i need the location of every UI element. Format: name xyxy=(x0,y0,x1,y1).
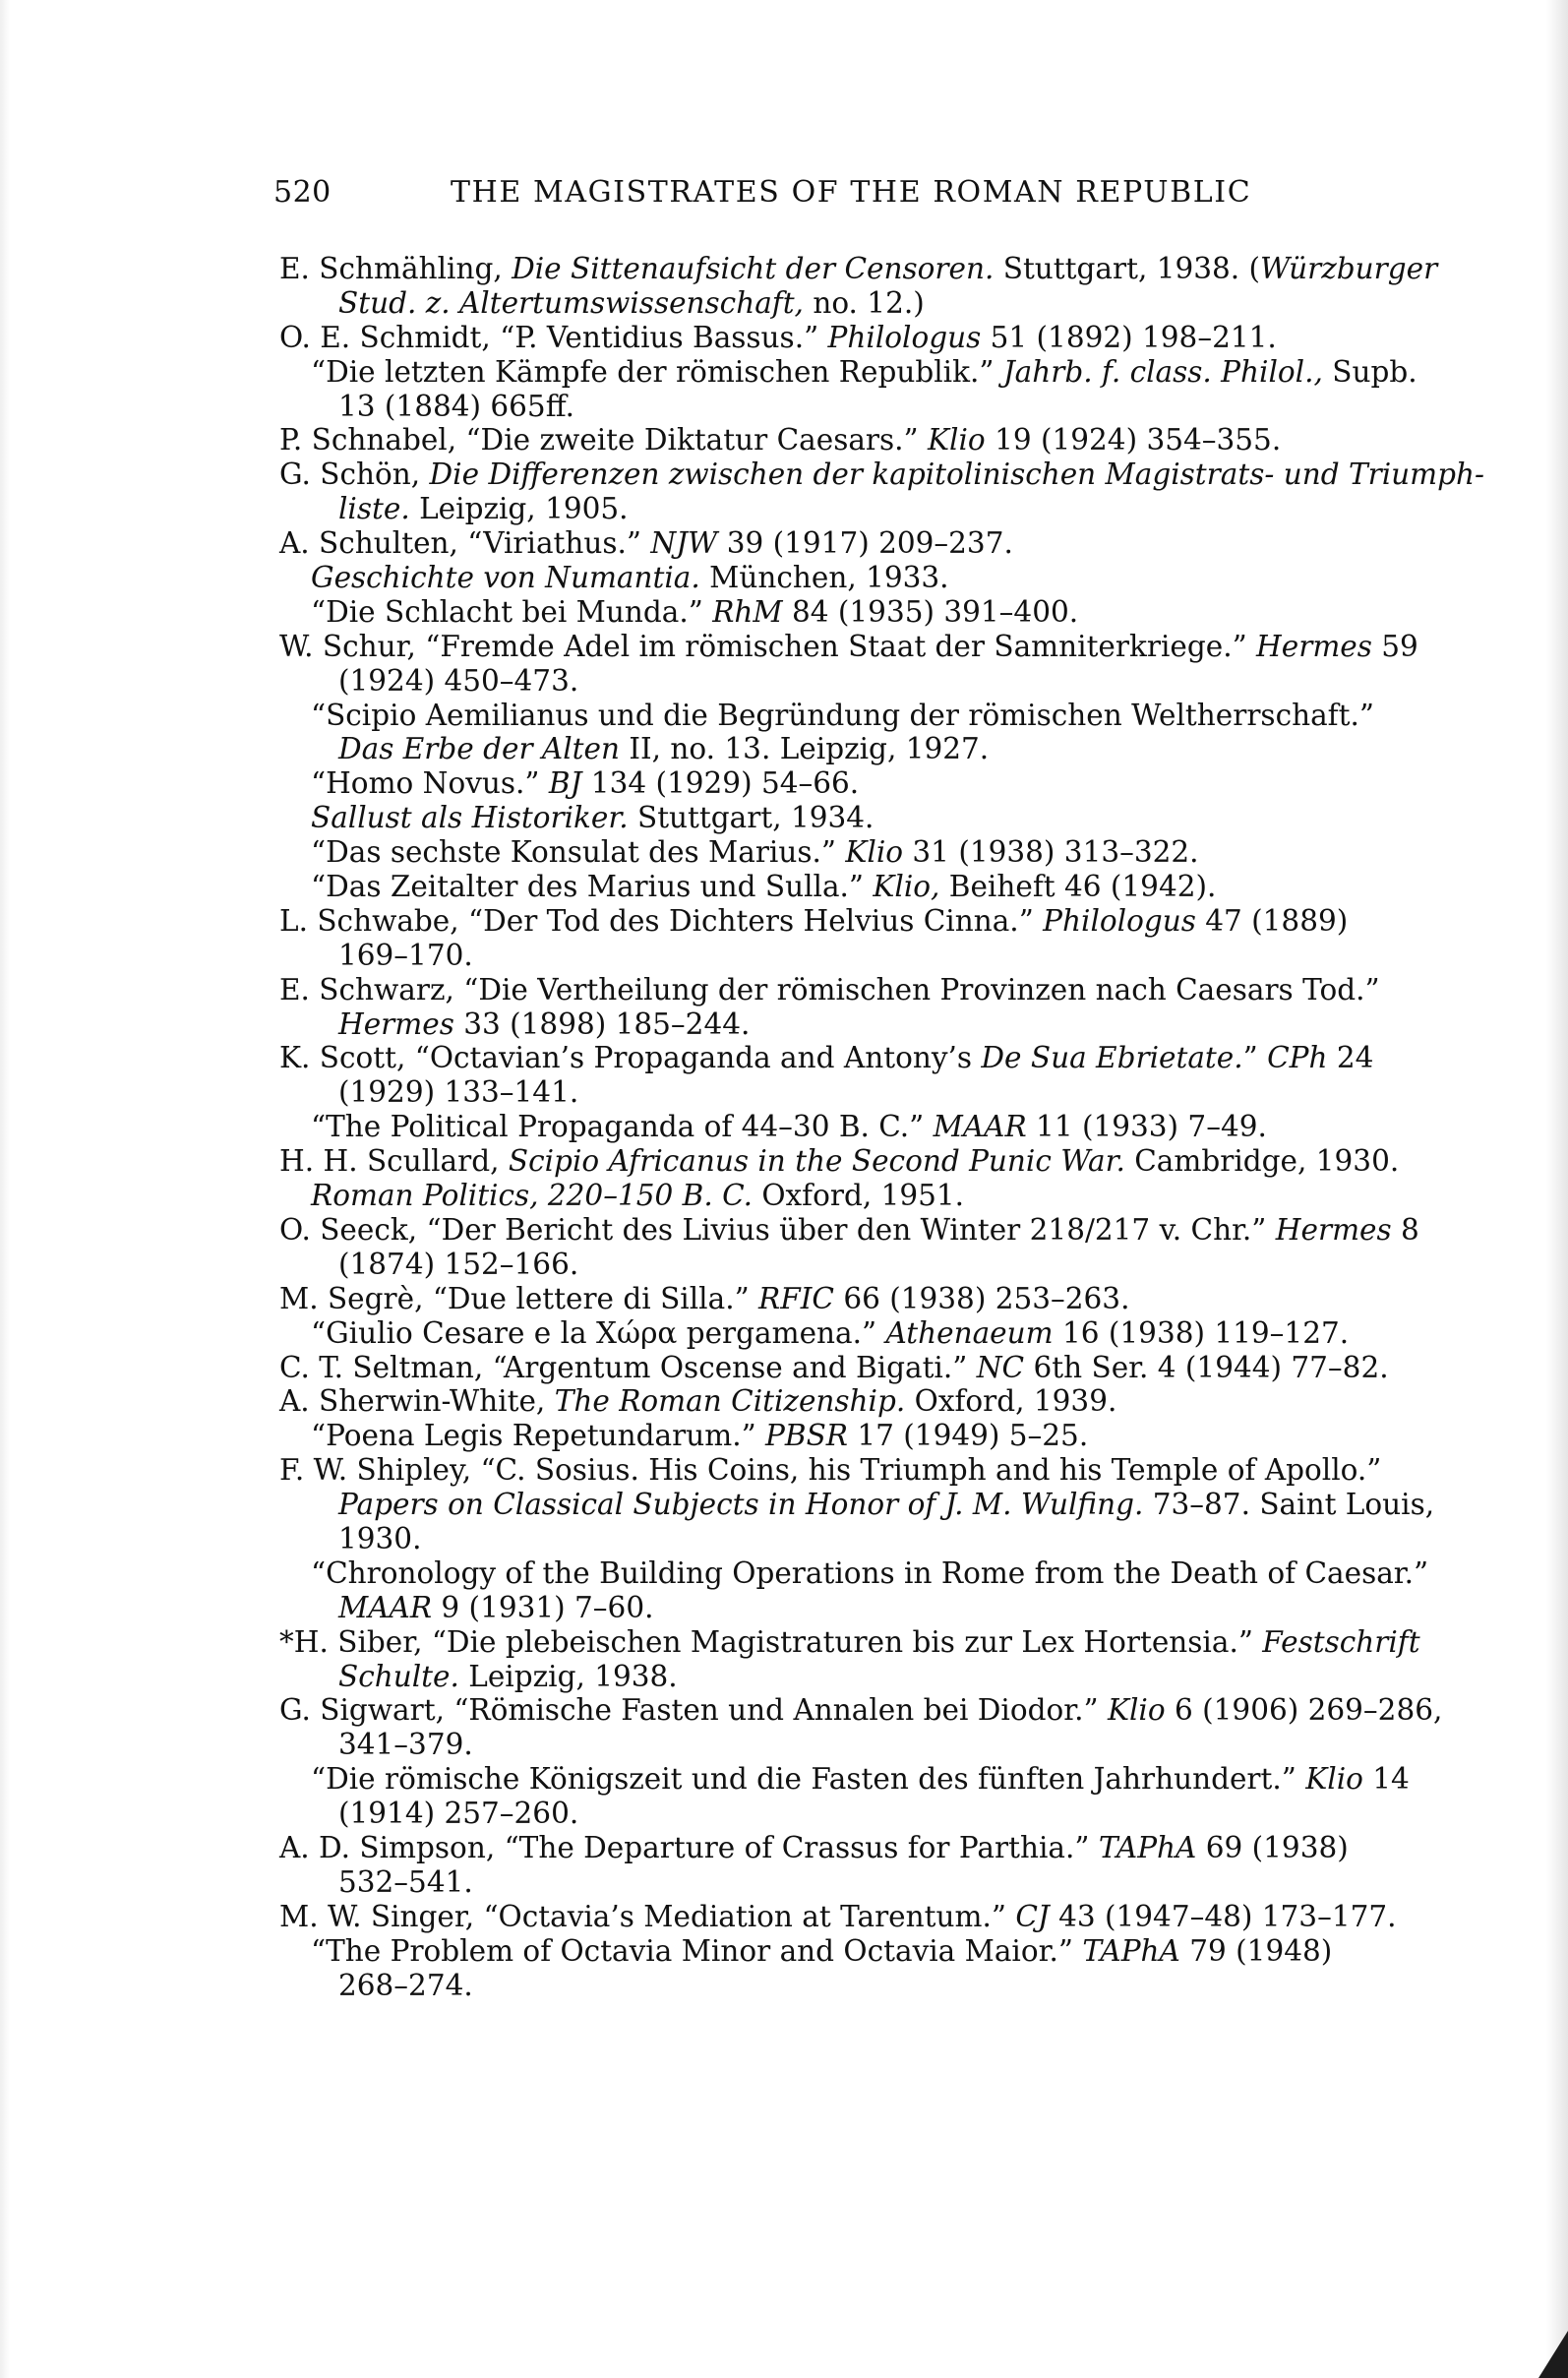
bibliography-line: “Die Schlacht bei Munda.” RhM 84 (1935) 391–400. xyxy=(311,594,1079,629)
bibliography-line: “Scipio Aemilianus und die Begründung der römischen Weltherrschaft.” xyxy=(311,698,1374,732)
bibliography-line: Schulte. Leipzig, 1938. xyxy=(338,1659,678,1693)
bibliography-line: (1874) 152–166. xyxy=(338,1247,579,1281)
bibliography-list xyxy=(279,252,1484,2002)
bibliography-line: “Das Zeitalter des Marius und Sulla.” Klio, Beiheft 46 (1942). xyxy=(311,870,1217,904)
bibliography-line: G. Schön, Die Differenzen zwischen der kapitolinischen Magistrats- und Triumph- xyxy=(279,457,1484,492)
bibliography-line: “Homo Novus.” BJ 134 (1929) 54–66. xyxy=(311,766,860,801)
bibliography-line: “The Problem of Octavia Minor and Octavia Maior.” TAPhA 79 (1948) xyxy=(311,1933,1333,1968)
bibliography-line: liste. Leipzig, 1905. xyxy=(338,492,629,526)
bibliography-line: (1924) 450–473. xyxy=(338,663,579,698)
bibliography-line: E. Schwarz, “Die Vertheilung der römischen Provinzen nach Caesars Tod.” xyxy=(279,972,1380,1006)
bibliography-line: M. Segrè, “Due lettere di Silla.” RFIC 66 (1938) 253–263. xyxy=(279,1281,1130,1315)
bibliography-line: Roman Politics, 220–150 B. C. Oxford, 1951. xyxy=(311,1179,965,1213)
page-header xyxy=(273,175,1466,222)
bibliography-line: “The Political Propaganda of 44–30 B. C.” MAAR 11 (1933) 7–49. xyxy=(311,1110,1267,1144)
bibliography-line: C. T. Seltman, “Argentum Oscense and Bigati.” NC 6th Ser. 4 (1944) 77–82. xyxy=(279,1350,1389,1384)
bibliography-line: Papers on Classical Subjects in Honor of J. M. Wulfing. 73–87. Saint Louis, xyxy=(338,1488,1435,1522)
bibliography-line: Hermes 33 (1898) 185–244. xyxy=(338,1006,751,1041)
bibliography-line: P. Schnabel, “Die zweite Diktatur Caesars.” Klio 19 (1924) 354–355. xyxy=(279,423,1282,457)
bibliography-line: “Poena Legis Repetundarum.” PBSR 17 (1949) 5–25. xyxy=(311,1419,1089,1453)
bibliography-line: M. W. Singer, “Octavia’s Mediation at Tarentum.” CJ 43 (1947–48) 173–177. xyxy=(279,1899,1397,1933)
bibliography-line: 341–379. xyxy=(338,1728,473,1762)
bibliography-line: A. Sherwin-White, The Roman Citizenship. Oxford, 1939. xyxy=(279,1384,1117,1419)
bibliography-line: E. Schmähling, Die Sittenaufsicht der Censoren. Stuttgart, 1938. (Würzburger xyxy=(279,252,1438,285)
bibliography-line: 268–274. xyxy=(338,1968,473,2002)
bibliography-line: Stud. z. Altertumswissenschaft, no. 12.) xyxy=(338,285,925,320)
bibliography-line: (1929) 133–141. xyxy=(338,1075,579,1110)
page-number: 520 xyxy=(273,175,332,210)
bibliography-line: MAAR 9 (1931) 7–60. xyxy=(338,1590,654,1624)
bibliography-line: L. Schwabe, “Der Tod des Dichters Helvius Cinna.” Philologus 47 (1889) xyxy=(279,903,1349,938)
running-head: THE MAGISTRATES OF THE ROMAN REPUBLIC xyxy=(451,175,1252,210)
bibliography-line: W. Schur, “Fremde Adel im römischen Staat der Samniterkriege.” Hermes 59 xyxy=(279,629,1418,663)
page-left-shadow xyxy=(0,0,10,2378)
bibliography-line: Geschichte von Numantia. München, 1933. xyxy=(311,561,949,595)
bibliography-line: (1914) 257–260. xyxy=(338,1797,579,1831)
bibliography-line: H. H. Scullard, Scipio Africanus in the Second Punic War. Cambridge, 1930. xyxy=(279,1144,1400,1179)
bibliography-line: G. Sigwart, “Römische Fasten und Annalen bei Diodor.” Klio 6 (1906) 269–286, xyxy=(279,1693,1443,1728)
page-right-shadow xyxy=(1546,0,1568,2378)
bibliography-line: A. D. Simpson, “The Departure of Crassus for Parthia.” TAPhA 69 (1938) xyxy=(279,1830,1349,1864)
bibliography-line: 532–541. xyxy=(338,1864,473,1899)
bibliography-line: “Giulio Cesare e la Χώρα pergamena.” Athenaeum 16 (1938) 119–127. xyxy=(311,1315,1350,1350)
bibliography-line: A. Schulten, “Viriathus.” NJW 39 (1917) 209–237. xyxy=(279,526,1013,561)
bibliography-line: “Das sechste Konsulat des Marius.” Klio 31 (1938) 313–322. xyxy=(311,835,1199,870)
bibliography-line: “Chronology of the Building Operations in Rome from the Death of Caesar.” xyxy=(311,1555,1429,1590)
bibliography-line: 1930. xyxy=(338,1521,422,1555)
bibliography-line: F. W. Shipley, “C. Sosius. His Coins, his Triumph and his Temple of Apollo.” xyxy=(279,1453,1382,1488)
bibliography-line: O. E. Schmidt, “P. Ventidius Bassus.” Philologus 51 (1892) 198–211. xyxy=(279,320,1277,354)
bibliography-line: 169–170. xyxy=(338,938,473,972)
bibliography-line: *H. Siber, “Die plebeischen Magistraturen bis zur Lex Hortensia.” Festschrift xyxy=(279,1624,1420,1659)
bibliography-line: O. Seeck, “Der Bericht des Livius über den Winter 218/217 v. Chr.” Hermes 8 xyxy=(279,1212,1419,1247)
bibliography-line: 13 (1884) 665ff. xyxy=(338,389,574,423)
bibliography-line: Sallust als Historiker. Stuttgart, 1934. xyxy=(311,801,874,835)
bibliography-line: “Die römische Königszeit und die Fasten des fünften Jahrhundert.” Klio 14 xyxy=(311,1762,1410,1797)
bibliography-line: Das Erbe der Alten II, no. 13. Leipzig, 1927. xyxy=(338,732,990,766)
bibliography-line: “Die letzten Kämpfe der römischen Republik.” Jahrb. f. class. Philol., Supb. xyxy=(311,354,1417,389)
bibliography-line: K. Scott, “Octavian’s Propaganda and Antony’s De Sua Ebrietate.” CPh 24 xyxy=(279,1041,1374,1075)
